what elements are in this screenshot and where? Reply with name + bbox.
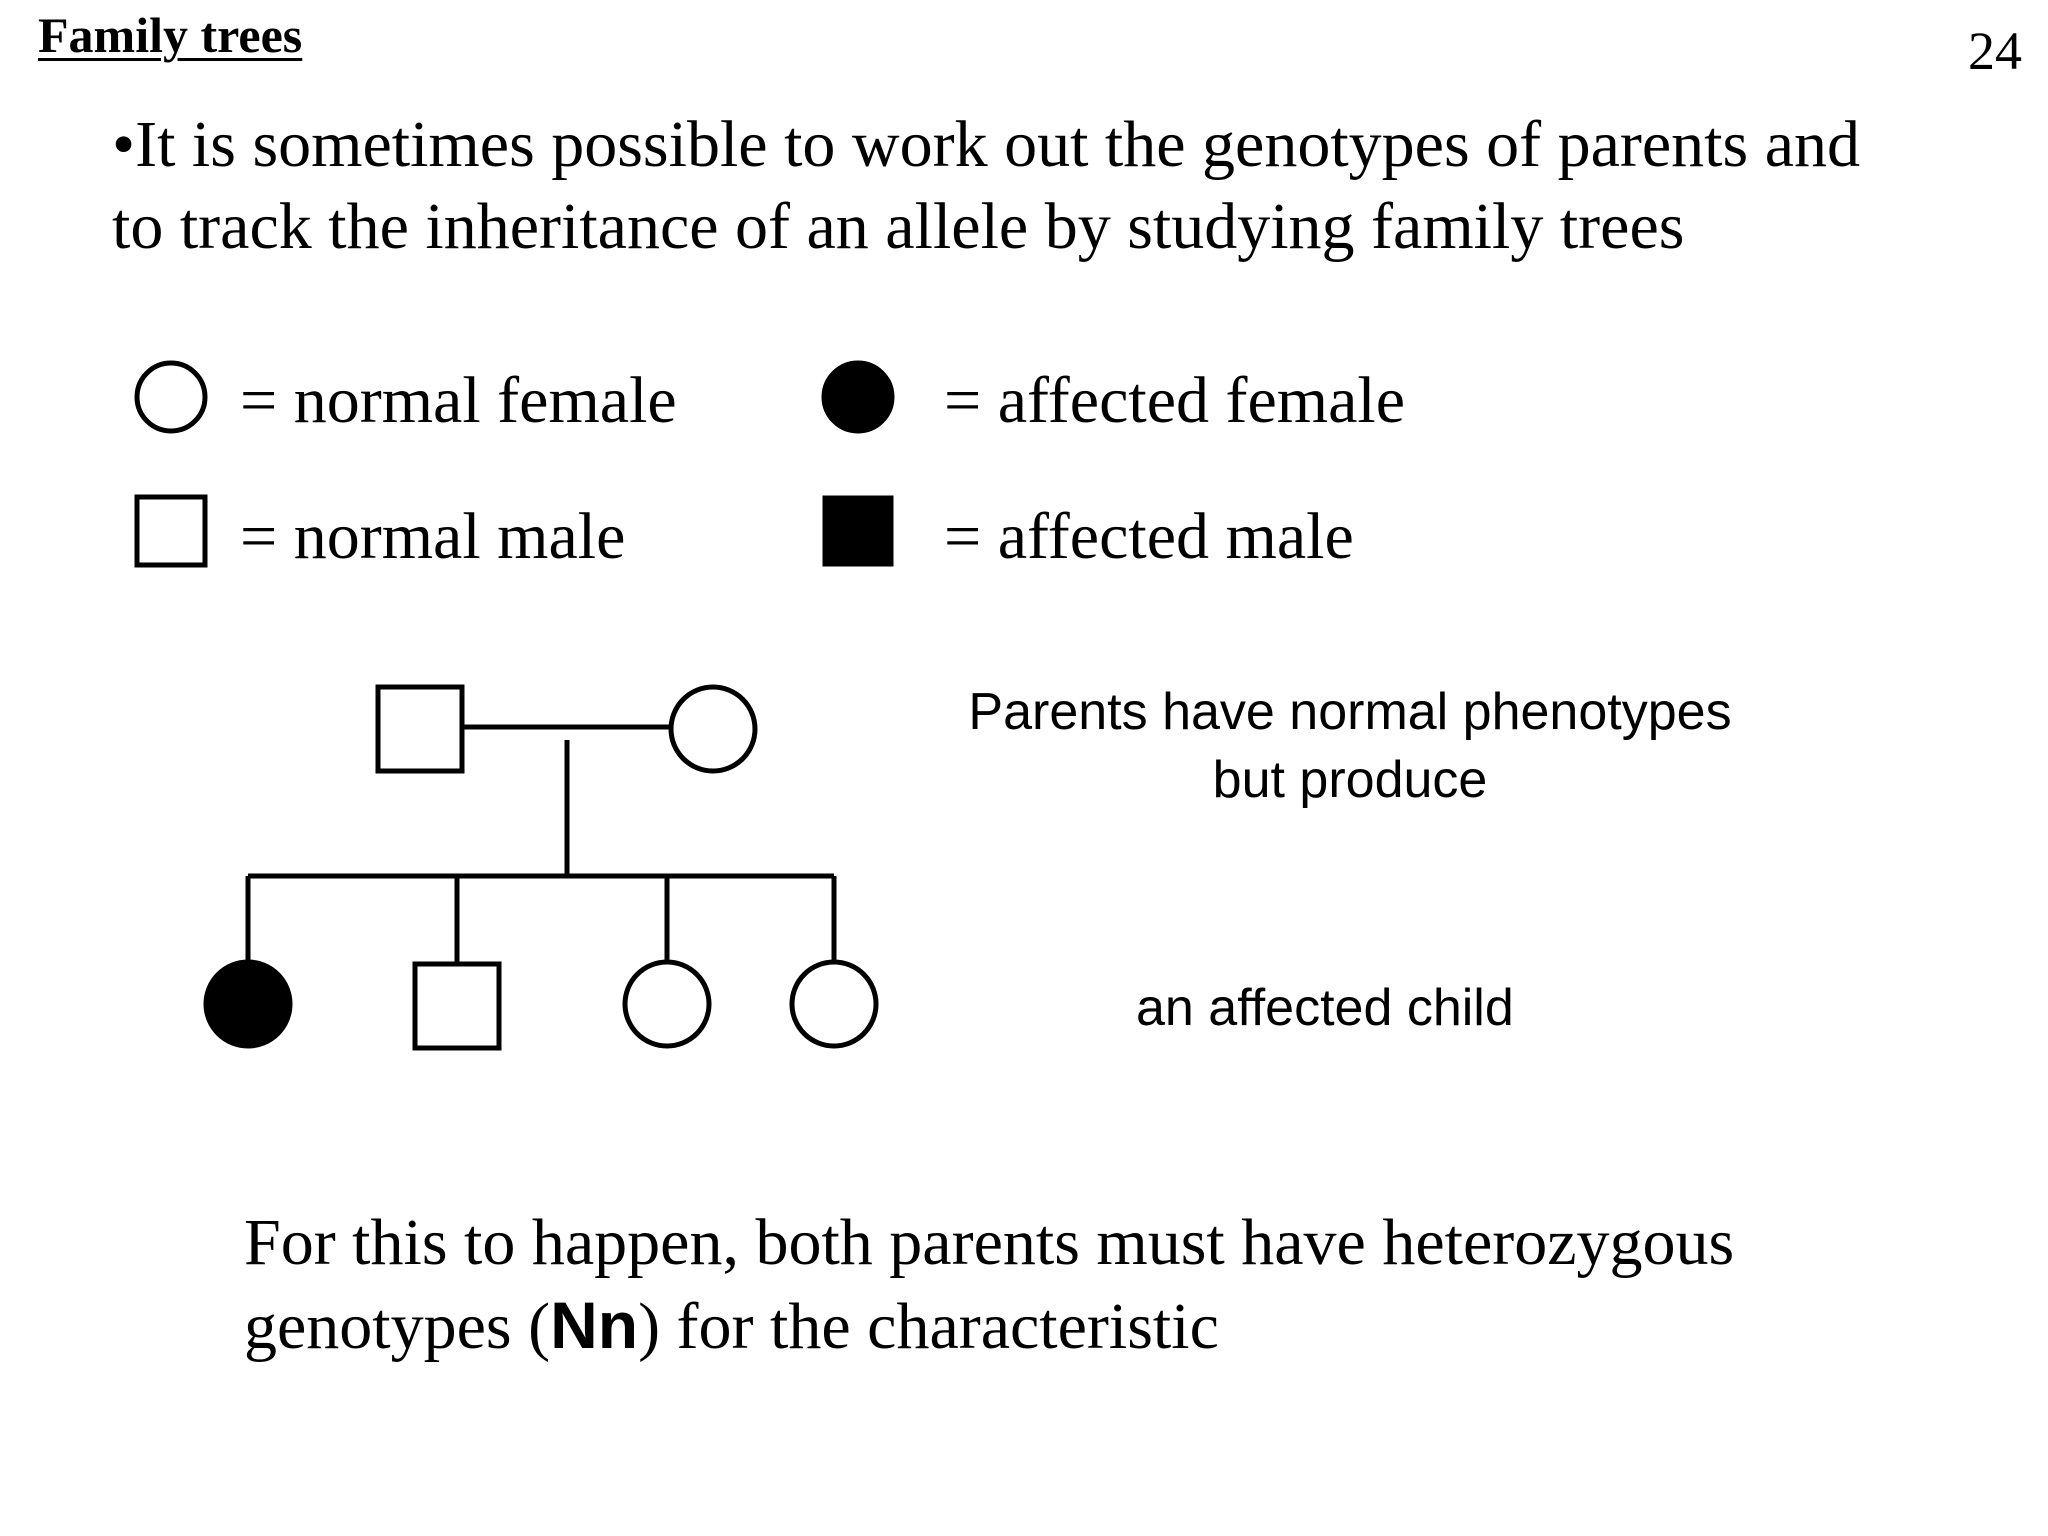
legend-affected-male-label: = affected male <box>944 500 1354 573</box>
conclusion-line-2-end: ) for the characteristic <box>638 1290 1219 1363</box>
legend-normal-male-symbol <box>137 497 205 565</box>
page-number: 24 <box>1968 21 2022 81</box>
slide-title: Family trees <box>38 7 303 63</box>
conclusion-paragraph <box>244 1202 1734 1368</box>
child-3-normal-female <box>625 962 709 1046</box>
parents-annotation-line-1: Parents have normal phenotypes <box>968 683 1732 741</box>
legend-affected-female-symbol <box>823 362 893 432</box>
legend-normal-male-label: = normal male <box>240 500 626 573</box>
conclusion-line-2 <box>244 1284 1734 1368</box>
child-1-affected-female <box>205 961 291 1047</box>
parents-annotation <box>880 678 1820 814</box>
child-2-normal-male <box>415 964 499 1048</box>
child-4-normal-female <box>792 962 876 1046</box>
mother-normal-female <box>671 687 755 771</box>
legend-normal-female-label: = normal female <box>240 364 677 437</box>
conclusion-line-1: For this to happen, both parents must have heterozygous <box>244 1206 1735 1279</box>
parents-annotation-line-2: but produce <box>1212 751 1488 809</box>
intro-line-2: to track the inheritance of an allele by studying family trees <box>112 190 1685 263</box>
conclusion-line-2-start: genotypes ( <box>244 1290 551 1363</box>
legend-normal-female-symbol <box>137 363 205 431</box>
intro-line-1: •It is sometimes possible to work out the genotypes of parents and <box>112 108 1861 181</box>
legend-affected-male-symbol <box>824 497 892 565</box>
genotype-nn: Nn <box>550 1288 639 1362</box>
child-annotation: an affected child <box>1136 979 1514 1037</box>
legend-affected-female-label: = affected female <box>944 364 1406 437</box>
father-normal-male <box>378 687 462 771</box>
